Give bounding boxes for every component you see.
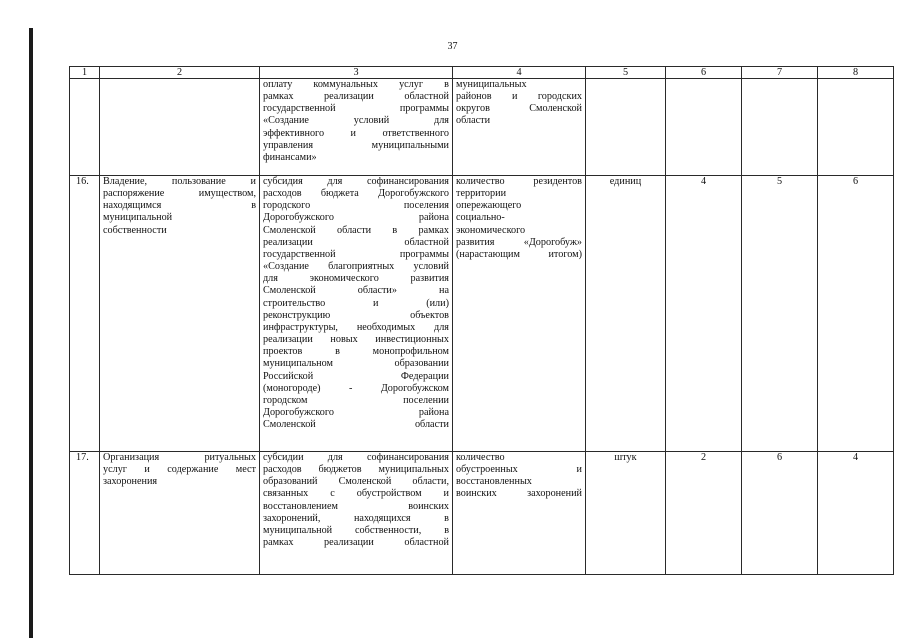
subsidy-description-line: проектов в монопрофильном (263, 346, 449, 358)
activity-name (100, 452, 260, 575)
subsidy-description-line: восстановлением воинских (263, 500, 449, 512)
subsidy-description-line: строительство и (или) (263, 297, 449, 309)
column-number: 2 (100, 67, 260, 79)
column-number: 6 (666, 67, 742, 79)
subsidy-description-line: инфраструктуры, необходимых для (263, 321, 449, 333)
activity-name-line: муниципальной (103, 212, 173, 224)
subsidy-description-line: городском поселении (263, 394, 449, 406)
indicator-name-line: опережающего (456, 200, 522, 212)
subsidy-description-line: рамках реализации областной (263, 537, 449, 549)
indicator-name-line: обустроенных и (456, 464, 582, 476)
indicator-name (453, 79, 586, 176)
column-number: 4 (453, 67, 586, 79)
row-number (70, 79, 100, 176)
indicator-name-line: социально- (456, 212, 505, 224)
subsidy-description-line: образований Смоленской области, (263, 476, 449, 488)
column-number: 7 (742, 67, 818, 79)
subsidy-description-line: финансами» (263, 151, 317, 163)
column-number: 5 (586, 67, 666, 79)
indicator-name-line: воинских захоронений (456, 488, 582, 500)
subsidy-description-line: управления муниципальными (263, 139, 449, 151)
indicator-name (453, 176, 586, 452)
subsidy-description (260, 452, 453, 575)
column-number: 8 (818, 67, 894, 79)
subsidy-description-line: реализации новых инвестиционных (263, 334, 449, 346)
table-row (70, 176, 894, 452)
indicator-name-line: муниципальных (456, 79, 527, 90)
activity-name-line: услуг и содержание мест (103, 464, 256, 476)
subsidy-description (260, 176, 453, 452)
subsidy-description-line: муниципальном образовании (263, 358, 449, 370)
subsidy-description-line: городского поселения (263, 200, 449, 212)
subsidy-description-line: (моногороде) - Дорогобужском (263, 382, 449, 394)
value-col7 (742, 79, 818, 176)
activity-name-line: Владение, пользование и (103, 176, 256, 187)
subsidy-description (260, 79, 453, 176)
subsidy-description-line: рамках реализации областной (263, 91, 449, 103)
indicator-name-line: (нарастающим итогом) (456, 248, 582, 260)
column-number: 1 (70, 67, 100, 79)
activity-name (100, 176, 260, 452)
value-col6: 2 (666, 452, 742, 575)
activity-name-line: находящимся в (103, 200, 256, 212)
column-number-row (70, 67, 894, 79)
table-row (70, 452, 894, 575)
table-row (70, 79, 894, 176)
value-col8: 6 (818, 176, 894, 452)
subsidy-description-line: Смоленской области (263, 419, 449, 431)
subsidy-description-line: для экономического развития (263, 273, 449, 285)
activity-name-line: собственности (103, 224, 167, 236)
subsidy-description-line: субсидия для софинансирования (263, 176, 449, 187)
value-col6: 4 (666, 176, 742, 452)
activity-name-line: распоряжение имуществом, (103, 188, 256, 200)
subsidy-description-line: «Создание благоприятных условий (263, 261, 449, 273)
document-table (69, 66, 894, 575)
page-number: 37 (447, 41, 458, 52)
unit-of-measure (586, 79, 666, 176)
indicator-name-line: экономического (456, 224, 526, 236)
subsidy-description-line: расходов бюджета Дорогобужского (263, 188, 449, 200)
subsidy-description-line: связанных с обустройством и (263, 488, 449, 500)
subsidy-description-line: Дорогобужского района (263, 406, 449, 418)
indicator-name-line: восстановленных (456, 476, 532, 488)
column-number: 3 (260, 67, 453, 79)
indicator-name-line: развития «Дорогобуж» (456, 236, 582, 248)
value-col6 (666, 79, 742, 176)
indicator-name-line: районов и городских (456, 91, 582, 103)
indicator-name-line: количество резидентов (456, 176, 582, 187)
subsidy-description-line: реконструкцию объектов (263, 309, 449, 321)
unit-of-measure: единиц (586, 176, 666, 452)
value-col7: 5 (742, 176, 818, 452)
scan-margin-bar (29, 28, 33, 638)
indicator-name-line: области (456, 115, 491, 127)
value-col7: 6 (742, 452, 818, 575)
subsidy-description-line: субсидии для софинансирования (263, 452, 449, 463)
subsidy-description-line: «Создание условий для (263, 115, 449, 127)
subsidy-description-line: Дорогобужского района (263, 212, 449, 224)
row-number: 17. (70, 452, 100, 575)
subsidy-description-line: реализации областной (263, 236, 449, 248)
subsidy-description-line: оплату коммунальных услуг в (263, 79, 449, 90)
value-col8 (818, 79, 894, 176)
row-number: 16. (70, 176, 100, 452)
activity-name (100, 79, 260, 176)
subsidy-description-line: захоронений, находящихся в (263, 512, 449, 524)
subsidy-description-line: государственной программы (263, 248, 449, 260)
activity-name-line: Организация ритуальных (103, 452, 256, 463)
subsidy-description-line: государственной программы (263, 103, 449, 115)
indicator-name (453, 452, 586, 575)
indicator-name-line: количество (456, 452, 505, 463)
subsidy-description-line: эффективного и ответственного (263, 127, 449, 139)
subsidy-description-line: муниципальной собственности, в (263, 524, 449, 536)
activity-name-line: захоронения (103, 476, 158, 488)
indicator-name-line: территории (456, 188, 507, 200)
value-col8: 4 (818, 452, 894, 575)
subsidy-description-line: Российской Федерации (263, 370, 449, 382)
unit-of-measure: штук (586, 452, 666, 575)
subsidy-description-line: расходов бюджетов муниципальных (263, 464, 449, 476)
indicator-name-line: округов Смоленской (456, 103, 582, 115)
subsidy-description-line: Смоленской области» на (263, 285, 449, 297)
subsidy-description-line: Смоленской области в рамках (263, 224, 449, 236)
